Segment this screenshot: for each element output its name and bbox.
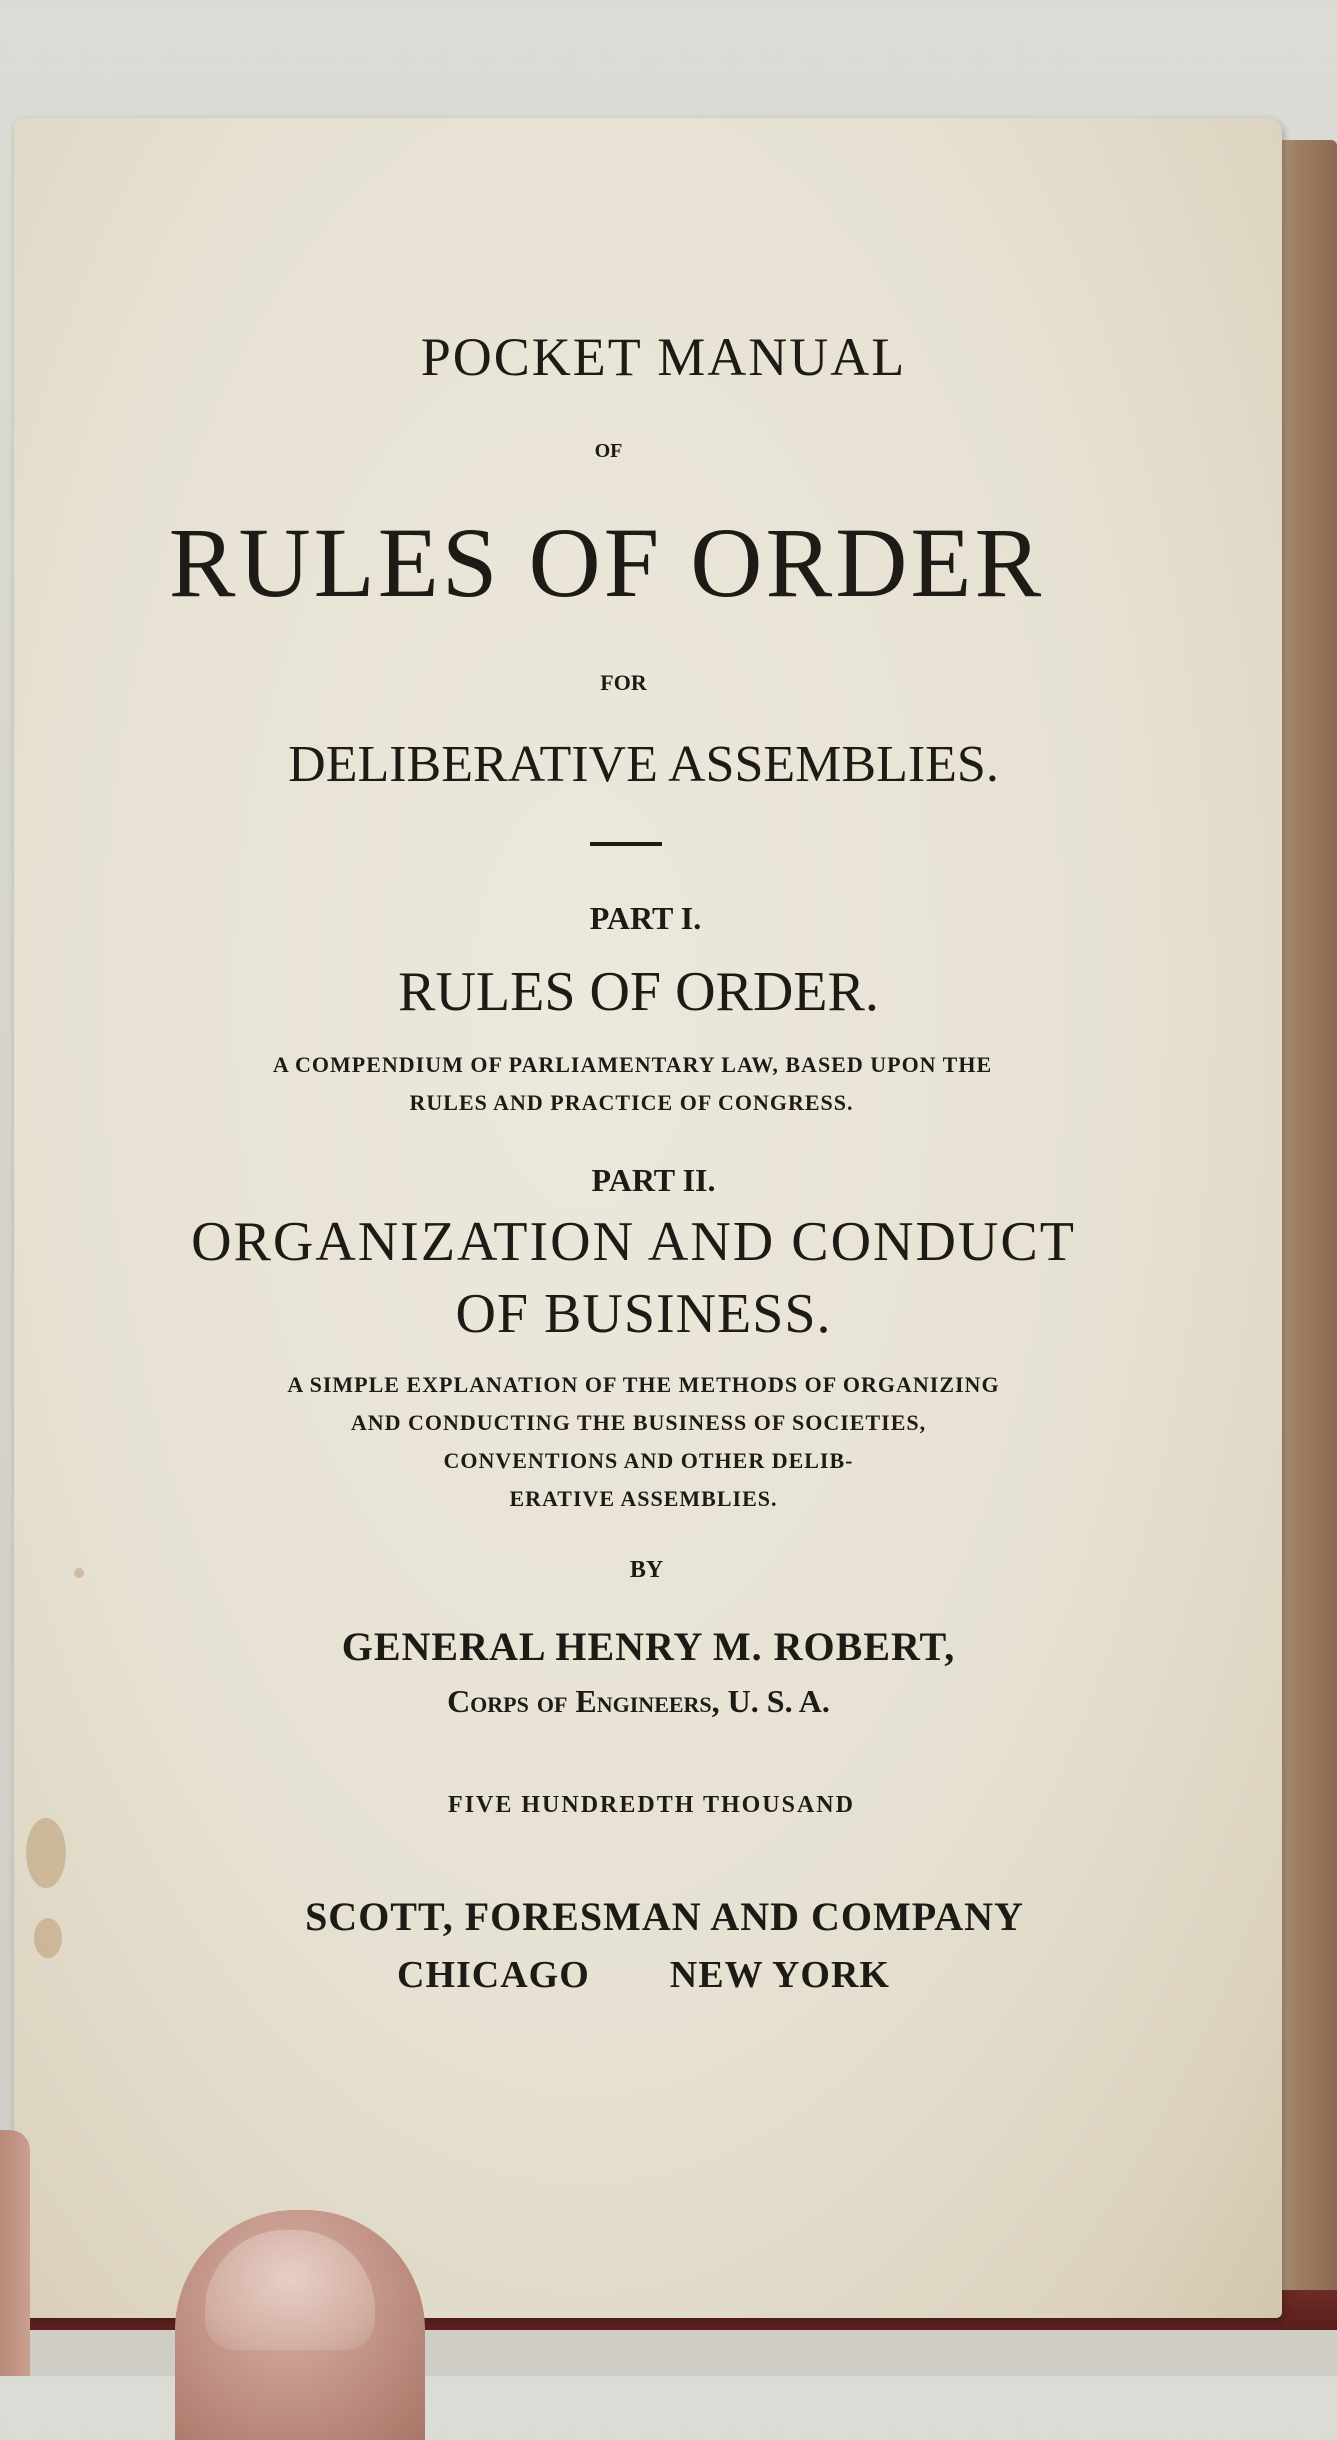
- part2-title-line: ORGANIZATION AND CONDUCT: [191, 1211, 1076, 1273]
- author-affiliation: Corps of Engineers, U. S. A.: [447, 1683, 830, 1719]
- city-chicago: CHICAGO: [397, 1954, 590, 1996]
- author-name: GENERAL HENRY M. ROBERT,: [341, 1624, 956, 1669]
- part2-description-line: CONVENTIONS AND OTHER DELIB-: [443, 1448, 854, 1473]
- part2-description-line: AND CONDUCTING THE BUSINESS OF SOCIETIES,: [350, 1410, 927, 1435]
- publisher-name: SCOTT, FORESMAN AND COMPANY: [305, 1894, 1024, 1939]
- city-new-york: NEW YORK: [669, 1954, 890, 1996]
- finger: [0, 2130, 30, 2376]
- part2-description-line: ERATIVE ASSEMBLIES.: [509, 1486, 778, 1511]
- main-title: RULES OF ORDER: [168, 507, 1045, 618]
- part1-heading: PART I.: [589, 900, 702, 936]
- title-for: FOR: [600, 670, 647, 695]
- edition-note: FIVE HUNDREDTH THOUSAND: [448, 1792, 855, 1818]
- divider-rule: [590, 842, 662, 846]
- part2-title-line: OF BUSINESS.: [455, 1283, 832, 1345]
- part2-description-line: A SIMPLE EXPLANATION OF THE METHODS OF ORGANIZING: [287, 1372, 1000, 1397]
- part1-description-line: A COMPENDIUM OF PARLIAMENTARY LAW, BASED UPON THE: [272, 1052, 993, 1077]
- part1-description-line: RULES AND PRACTICE OF CONGRESS.: [409, 1090, 854, 1115]
- foxing-stain: [26, 1818, 66, 1888]
- title-of: OF: [594, 440, 623, 462]
- part1-title: RULES OF ORDER.: [398, 961, 879, 1023]
- part2-heading: PART II.: [591, 1162, 716, 1198]
- subtitle-assemblies: DELIBERATIVE ASSEMBLIES.: [288, 736, 999, 793]
- by-label: BY: [629, 1557, 664, 1583]
- publisher-cities: [0, 1953, 1312, 1997]
- title-pocket-manual: POCKET MANUAL: [420, 327, 907, 387]
